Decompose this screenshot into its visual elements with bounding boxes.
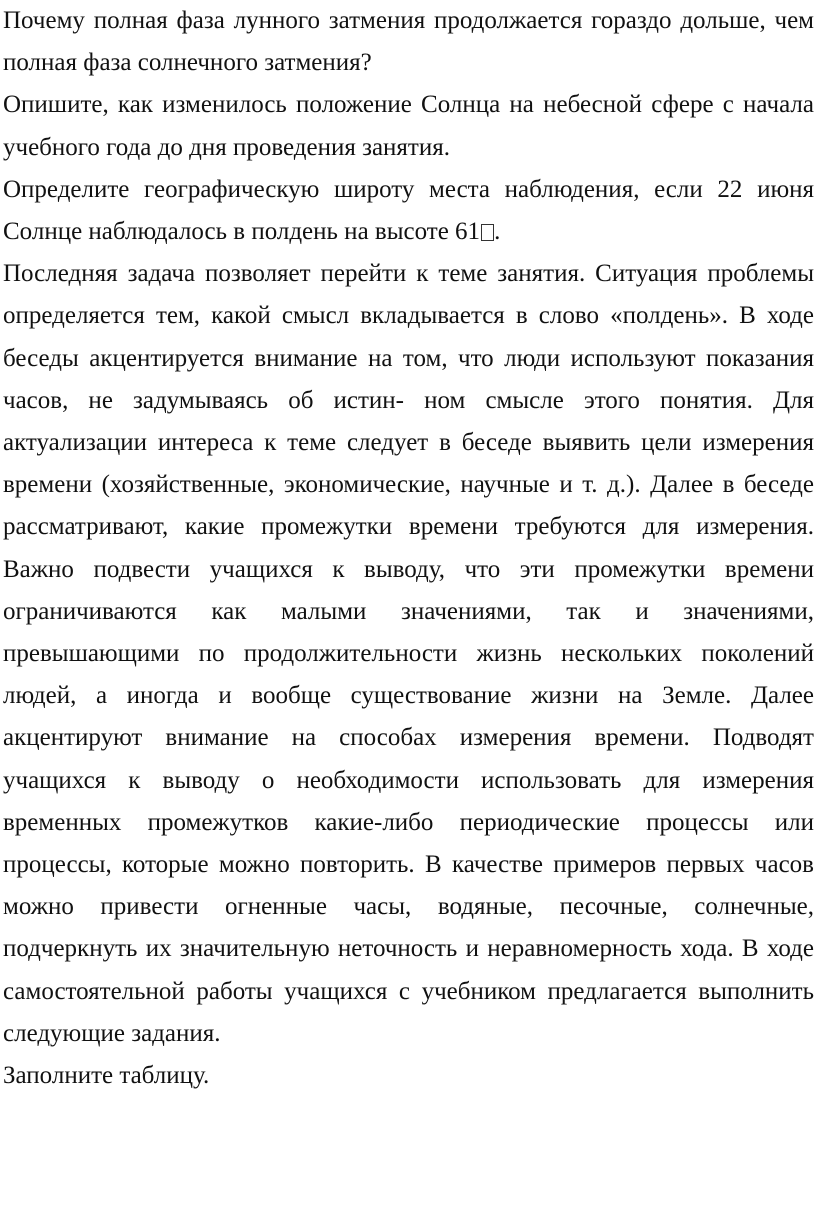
- missing-degree-glyph-icon: [481, 224, 494, 241]
- task-fill-table: Заполните таблицу.: [3, 1062, 210, 1090]
- question-lunar-eclipse: Почему полная фаза лунного затмения продолжается гораздо дольше, чем полная фаза солнечного затмения?: [3, 7, 814, 77]
- question-latitude: [3, 169, 814, 253]
- lesson-description: Последняя задача позволяет перейти к теме занятия. Ситуация проблемы определяется тем, какой смысл вкладывается в слово «полдень». В ходе беседы акцентируется внимание на том, что люди используют показания часов, не задумываясь об истин- ном смысле этого понятия. Для актуализации интереса к теме следует в беседе выявить цели измерения времени (хозяйственные, экономические, научные и т. д.). Далее в беседе рассматривают, какие промежутки времени требуются для измерения. Важно подвести учащихся к выводу, что эти промежутки времени ограничиваются как малыми значениями, так и значениями, превышающими по продолжительности жизнь нескольких поколений людей, а иногда и вообще существование жизни на Земле. Далее акцентируют внимание на способах измерения времени. Подводят учащихся к выводу о необходимости использовать для измерения временных промежутков какие-либо периодические процессы или процессы, которые можно повторить. В качестве примеров первых часов можно привести огненные часы, водяные, песочные, солнечные, подчеркнуть их значительную неточность и неравномерность хода. В ходе самостоятельной работы учащихся с учебником предлагается выполнить следующие задания.: [3, 260, 814, 1047]
- document-text: [3, 0, 814, 1097]
- question-sun-position: Опишите, как изменилось положение Солнца на небесной сфере с начала учебного года до дня проведения занятия.: [3, 91, 814, 161]
- question-latitude-end: .: [494, 218, 501, 246]
- question-latitude-text: Определите географическую широту места наблюдения, если 22 июня Солнце наблюдалось в полдень на высоте 61: [3, 175, 814, 246]
